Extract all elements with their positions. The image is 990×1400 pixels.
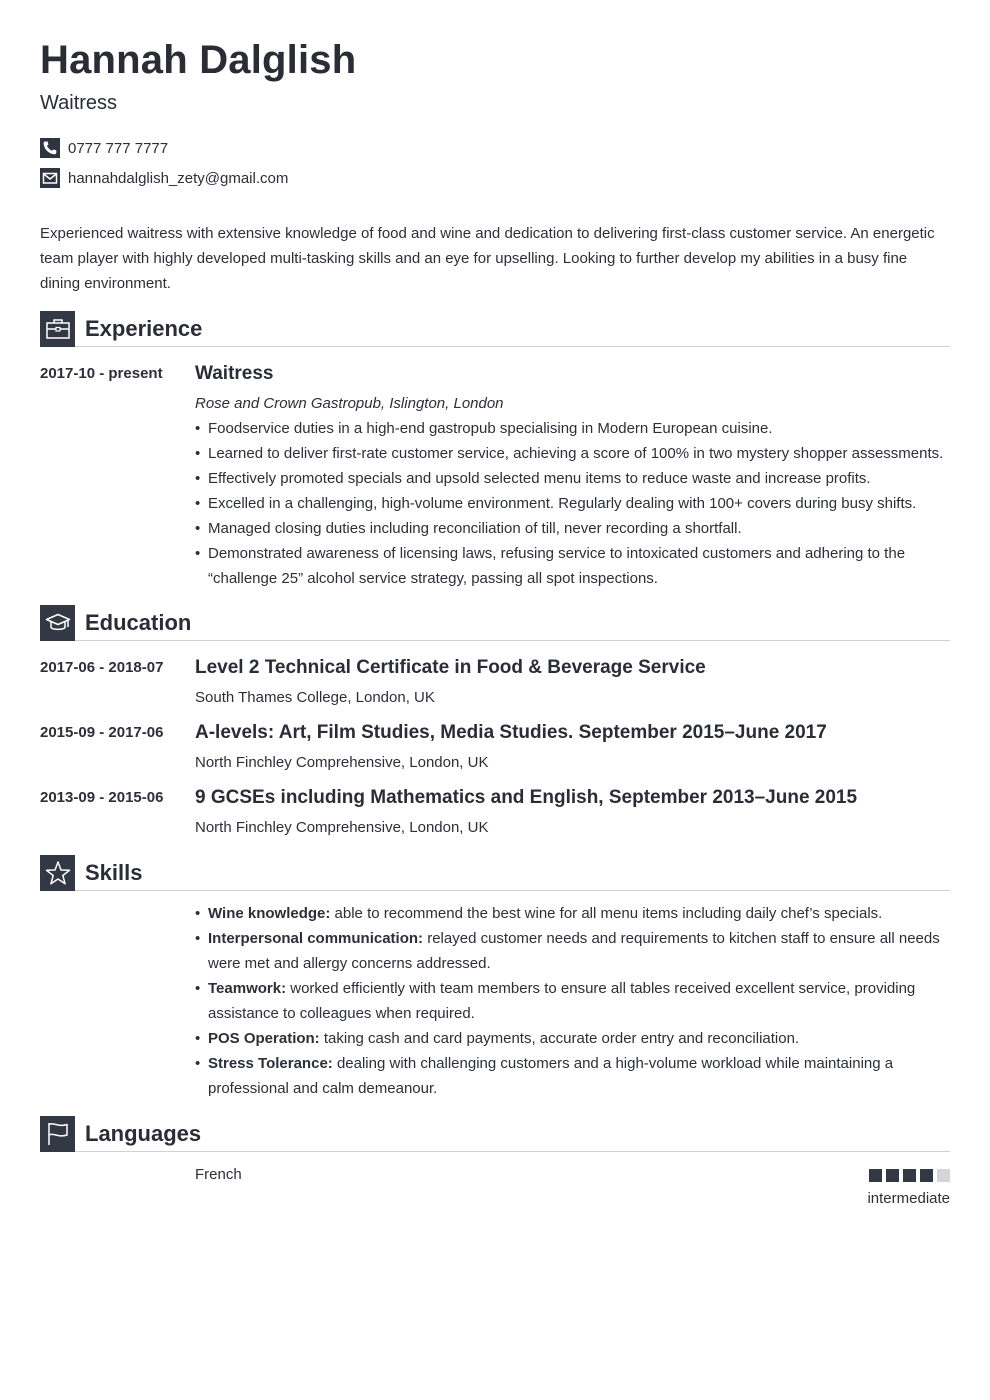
envelope-icon (40, 168, 60, 188)
education-date: 2013-09 - 2015-06 (40, 789, 164, 806)
list-item: • Learned to deliver first-rate customer service, achieving a score of 100% in two mystery shopper assessments. (195, 441, 950, 466)
job-title: Waitress (40, 92, 118, 114)
education-degree: A-levels: Art, Film Studies, Media Studies. September 2015–June 2017 (195, 722, 827, 743)
rating-square (920, 1169, 933, 1182)
skills-list-container (195, 901, 950, 1101)
briefcase-icon (40, 311, 75, 347)
contact-phone (40, 138, 168, 158)
skill-name: Stress Tolerance: (208, 1055, 333, 1072)
education-degree: Level 2 Technical Certificate in Food & Beverage Service (195, 657, 706, 678)
list-item (195, 901, 950, 926)
rating-square (937, 1169, 950, 1182)
phone-icon (40, 138, 60, 158)
list-item (195, 1026, 950, 1051)
education-degree: 9 GCSEs including Mathematics and English, September 2013–June 2015 (195, 787, 858, 808)
section-divider (75, 346, 950, 347)
list-item: • Demonstrated awareness of licensing laws, refusing service to intoxicated customers and adhering to the “challenge 25” alcohol service strategy, passing all spot inspections. (195, 541, 950, 591)
education-entry (195, 786, 950, 840)
list-item (195, 976, 950, 1026)
education-entry (195, 721, 950, 775)
flag-icon (40, 1116, 75, 1152)
star-icon (40, 855, 75, 891)
education-school: North Finchley Comprehensive, London, UK (195, 754, 489, 771)
section-title-experience: Experience (85, 316, 203, 341)
email-address[interactable]: hannahdalglish_zety@gmail.com (68, 169, 289, 187)
skill-name: Teamwork: (208, 980, 287, 997)
experience-date: 2017-10 - present (40, 365, 163, 382)
section-divider (75, 1151, 950, 1152)
list-item: • Foodservice duties in a high-end gastropub specialising in Modern European cuisine. (195, 416, 950, 441)
rating-square (869, 1169, 882, 1182)
list-item: • Excelled in a challenging, high-volume environment. Regularly dealing with 100+ covers during busy shifts. (195, 491, 950, 516)
section-education-header (40, 605, 950, 641)
education-school: North Finchley Comprehensive, London, UK (195, 819, 489, 836)
section-skills-header (40, 855, 950, 891)
education-date: 2017-06 - 2018-07 (40, 659, 164, 676)
skill-description: worked efficiently with team members to ensure all tables received excellent service, providing assistance to colleagues when required. (208, 980, 916, 1022)
education-entry (195, 656, 950, 710)
section-title-languages: Languages (85, 1121, 202, 1146)
experience-title: Waitress (195, 363, 274, 384)
skill-name: Wine knowledge: (208, 905, 331, 922)
skill-description: taking cash and card payments, accurate order entry and reconciliation. (319, 1030, 800, 1047)
section-experience-header (40, 311, 950, 347)
section-title-skills: Skills (85, 860, 143, 885)
experience-employer: Rose and Crown Gastropub, Islington, London (195, 395, 504, 412)
section-divider (75, 640, 950, 641)
candidate-name: Hannah Dalglish (40, 38, 357, 82)
language-rating (869, 1169, 950, 1182)
list-item: • Effectively promoted specials and upsold selected menu items to reduce waste and increase profits. (195, 466, 950, 491)
experience-entry (195, 362, 950, 591)
skill-description: able to recommend the best wine for all menu items including daily chef’s specials. (330, 905, 883, 922)
skills-list (195, 901, 950, 1101)
rating-square (903, 1169, 916, 1182)
phone-number[interactable]: 0777 777 7777 (68, 139, 169, 157)
contact-email (40, 168, 288, 188)
language-name: French (195, 1166, 242, 1183)
rating-square (886, 1169, 899, 1182)
experience-bullets (195, 416, 950, 591)
graduation-cap-icon (40, 605, 75, 641)
list-item (195, 1051, 950, 1101)
section-divider (75, 890, 950, 891)
list-item (195, 926, 950, 976)
language-level: intermediate (867, 1190, 950, 1207)
profile-summary: Experienced waitress with extensive knowledge of food and wine and dedication to delivering first-class customer service. An energetic team player with highly developed multi-tasking skills and an eye for upselling. Looking to further develop my abilities in a busy fine dining environment. (40, 225, 935, 292)
section-title-education: Education (85, 610, 192, 635)
education-date: 2015-09 - 2017-06 (40, 724, 164, 741)
skill-description: relayed customer needs and requirements to kitchen staff to ensure all needs were met and allergy concerns addressed. (208, 930, 940, 972)
education-school: South Thames College, London, UK (195, 689, 435, 706)
section-languages-header (40, 1116, 950, 1152)
skill-description: dealing with challenging customers and a high-volume workload while maintaining a professional and calm demeanour. (208, 1055, 894, 1097)
list-item: • Managed closing duties including reconciliation of till, never recording a shortfall. (195, 516, 950, 541)
skill-name: Interpersonal communication: (208, 930, 424, 947)
skill-name: POS Operation: (208, 1030, 320, 1047)
